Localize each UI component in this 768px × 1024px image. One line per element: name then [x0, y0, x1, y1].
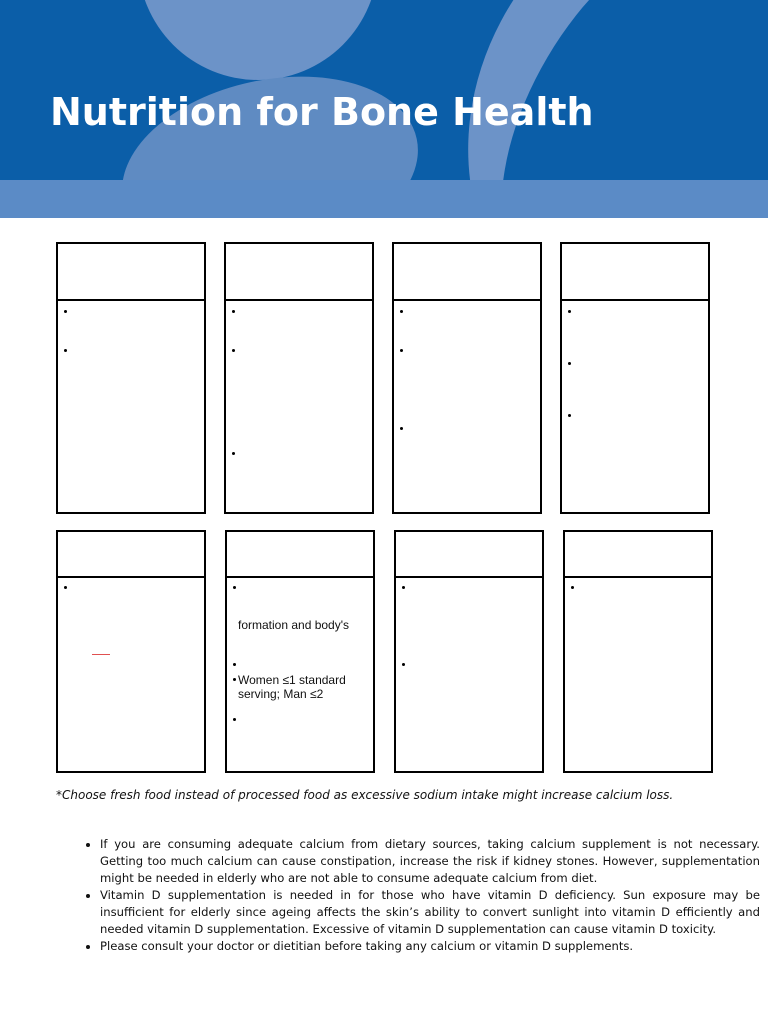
card-header [565, 532, 711, 578]
banner-strip [0, 180, 768, 218]
info-card-2 [224, 242, 374, 514]
info-card-8 [563, 530, 713, 773]
info-card-4 [560, 242, 710, 514]
bullet-dot [400, 349, 403, 352]
card-header [394, 244, 540, 301]
bullet-dot [64, 349, 67, 352]
bullet-dot [571, 586, 574, 589]
bullet-dot [402, 663, 405, 666]
info-card-1 [56, 242, 206, 514]
info-card-7 [394, 530, 544, 773]
header-banner [0, 0, 768, 218]
decorative-circle [138, 0, 378, 80]
bullet-dot [400, 310, 403, 313]
info-card-3 [392, 242, 542, 514]
bullet-dot [568, 414, 571, 417]
bullet-dot [233, 718, 236, 721]
red-underline-mark [92, 654, 110, 655]
info-card-5 [56, 530, 206, 773]
card-header [396, 532, 542, 578]
bullet-dot [233, 586, 236, 589]
bullet-dot [232, 452, 235, 455]
card-text: formation and body's [238, 618, 350, 632]
card-text: Women ≤1 standard serving; Man ≤2 [238, 673, 346, 701]
bullet-dot [232, 349, 235, 352]
bullet-dot [232, 310, 235, 313]
bullet-dot [64, 586, 67, 589]
page-title: Nutrition for Bone Health [50, 90, 594, 134]
card-header [227, 532, 373, 578]
list-item: • Vitamin D supplementation is needed in for those who have vitamin D deficiency. Sun exposure may be insufficient for elderly since ageing affects the skin’s ability to convert sunlight into vitamin D efficiently and needed vitamin D supplementation. Excessive of vitamin D supplementation can cause vitamin D toxicity. [100, 887, 760, 938]
list-item: • If you are consuming adequate calcium from dietary sources, taking calcium supplement is not necessary. Getting too much calcium can cause constipation, increase the risk if kidney stones. However, supplementation might be needed in elderly who are not able to consume adequate calcium from diet. [100, 836, 760, 887]
bullet-dot [402, 586, 405, 589]
card-header [58, 532, 204, 578]
bullet-dot [233, 678, 236, 681]
sodium-note: *Choose fresh food instead of processed food as excessive sodium intake might increase calcium loss. [56, 788, 674, 802]
card-header [562, 244, 708, 301]
list-item: • Please consult your doctor or dietitian before taking any calcium or vitamin D supplements. [100, 938, 760, 955]
card-header [226, 244, 372, 301]
bullet-dot [400, 427, 403, 430]
bullet-dot [568, 362, 571, 365]
bullet-dot [233, 663, 236, 666]
supplement-info-list [70, 836, 760, 955]
bullet-dot [64, 310, 67, 313]
card-header [58, 244, 204, 301]
bullet-dot [568, 310, 571, 313]
info-card-6 [225, 530, 375, 773]
